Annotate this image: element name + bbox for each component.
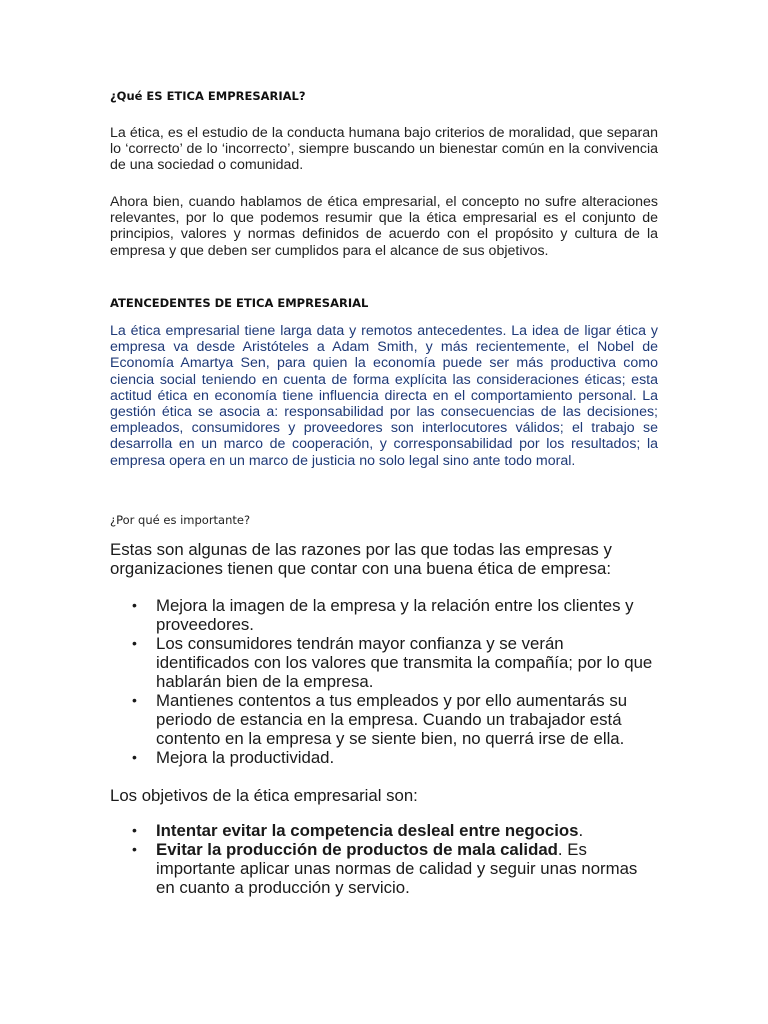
heading-que-es-etica: ¿Qué ES ETICA EMPRESARIAL? — [110, 89, 306, 103]
list-item: • Evitar la producción de productos de mala calidad. Es importante aplicar unas normas de calidad y seguir unas normas en cuanto a producción y servicio. — [132, 840, 638, 897]
bullet-icon: • — [132, 635, 137, 651]
paragraph-etica-empresarial: Ahora bien, cuando hablamos de ética empresarial, el concepto no sufre alteraciones relevantes, por lo que podemos resumir que la ética empresarial es el conjunto de principios, valores y normas definidos de acuerdo con el propósito y cultura de la empresa y que deben ser cumplidos para el alcance de sus objetivos. — [110, 194, 658, 259]
heading-antecedentes: ATENCEDENTES DE ETICA EMPRESARIAL — [110, 296, 369, 310]
list-item: • Mejora la productividad. — [132, 748, 335, 767]
bullet-icon: • — [132, 692, 137, 708]
paragraph-definicion-etica: La ética, es el estudio de la conducta humana bajo criterios de moralidad, que separan lo ‘correcto’ de lo ‘incorrecto’, siempre buscando un bienestar común en la convivencia de una sociedad o comunidad. — [110, 125, 658, 174]
list-item: • Los consumidores tendrán mayor confianza y se verán identificados con los valores que transmita la compañía; por lo que hablarán bien de la empresa. — [132, 634, 653, 691]
bullet-icon: • — [132, 597, 137, 613]
heading-por-que-importante: ¿Por qué es importante? — [110, 513, 251, 527]
paragraph-objetivos-intro: Los objetivos de la ética empresarial son: — [110, 786, 418, 805]
bullet-icon: • — [132, 822, 137, 838]
bullet-icon: • — [132, 841, 137, 857]
paragraph-razones-intro: Estas son algunas de las razones por las que todas las empresas y organizaciones tienen que contar con una buena ética de empresa: — [110, 540, 612, 578]
list-item: • Mantienes contentos a tus empleados y por ello aumentarás su periodo de estancia en la empresa. Cuando un trabajador está contento en la empresa y se siente bien, no querrá irse de ella. — [132, 691, 628, 748]
bullet-icon: • — [132, 749, 137, 765]
list-item: • Intentar evitar la competencia desleal entre negocios. — [132, 821, 584, 840]
list-item: • Mejora la imagen de la empresa y la relación entre los clientes y proveedores. — [132, 596, 634, 634]
list-razones — [110, 596, 658, 767]
list-objetivos — [110, 821, 658, 897]
paragraph-antecedentes: La ética empresarial tiene larga data y remotos antecedentes. La idea de ligar ética y empresa va desde Aristóteles a Adam Smith, y más recientemente, el Nobel de Economía Amartya Sen, para quien la economía puede ser más productiva como ciencia social teniendo en cuenta de forma explícita las consideraciones éticas; esta actitud ética en economía tiene influencia directa en el comportamiento personal. La gestión ética se asocia a: responsabilidad por las consecuencias de las decisiones; empleados, consumidores y proveedores son interlocutores válidos; el trabajo se desarrolla en un marco de cooperación, y corresponsabilidad por los resultados; la empresa opera en un marco de justicia no solo legal sino ante todo moral. — [110, 323, 658, 469]
